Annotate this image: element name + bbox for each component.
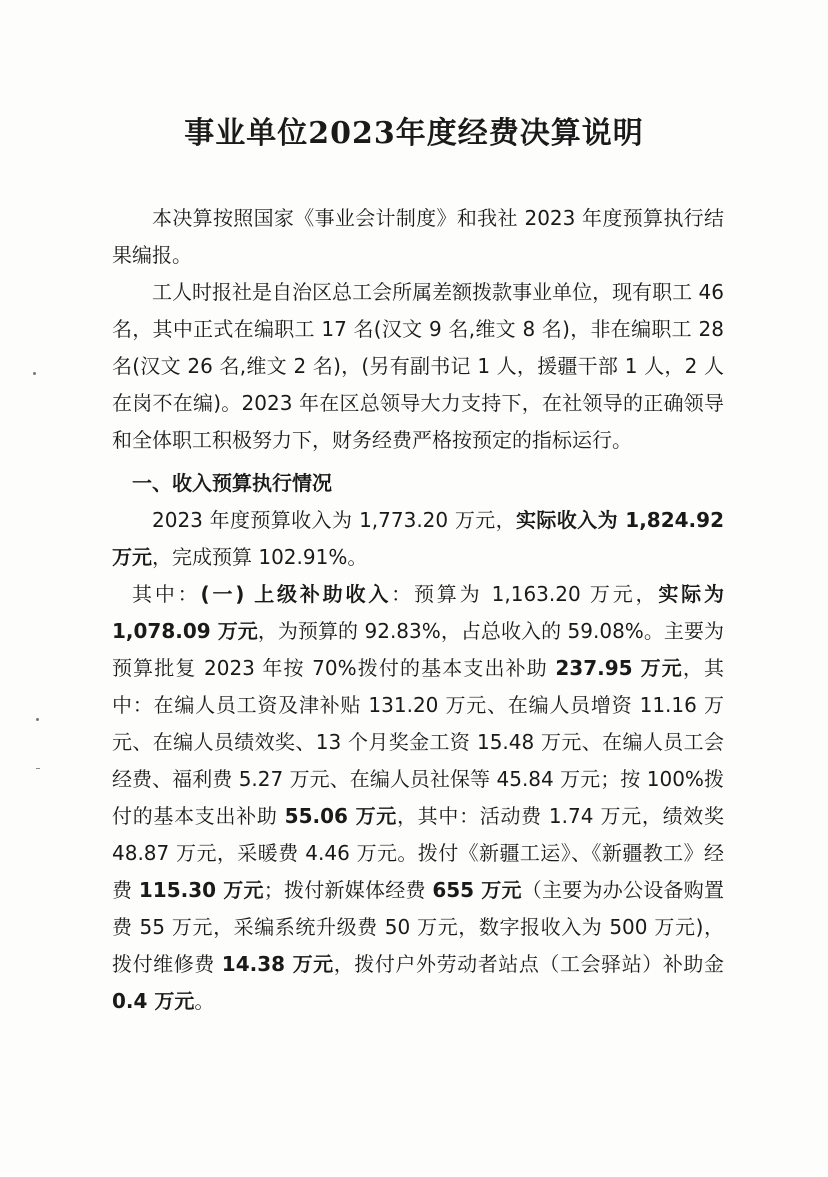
- text-span: 其中：: [132, 582, 201, 606]
- bold-span: 实际收入为 1,824.92 万元: [112, 508, 724, 569]
- text-span: ；拨付新媒体经费: [263, 878, 433, 902]
- section-heading-income: 一、收入预算执行情况: [132, 471, 332, 495]
- paragraph-superior-subsidy: [112, 576, 724, 1020]
- text-span: ，为预算的 92.83%，占总收入的 59.08%。主要为预算批复 2023 年按 70%拨付的基本支出补助: [112, 619, 725, 680]
- bold-span: 实际为 1,078.09 万元: [112, 582, 725, 643]
- bold-span: 655 万元: [432, 878, 522, 902]
- text-span: ，拨付户外劳动者站点（工会驿站）补助金: [333, 952, 724, 976]
- bold-span: (一) 上级补助收入: [200, 582, 392, 606]
- scan-artifact: [36, 718, 39, 721]
- text-span: ，完成预算 102.91%。: [152, 545, 368, 569]
- bold-span: 14.38 万元: [221, 952, 334, 976]
- bold-span: 115.30 万元: [138, 878, 264, 902]
- scan-artifact: [36, 768, 40, 769]
- paragraph-income-summary: [112, 502, 724, 576]
- text-span: （主要为办公设备购置费 55 万元，采编系统升级费 50 万元，数字报收入为 500 万元)，拨付维修费: [112, 878, 725, 976]
- document-body: [112, 200, 724, 1020]
- text-span: 2023 年度预算收入为 1,773.20 万元，: [152, 508, 517, 532]
- scan-artifact: [33, 372, 36, 375]
- text-span: ，其中：活动费 1.74 万元，绩效奖 48.87 万元，采暖费 4.46 万元。拨付《新疆工运》、《新疆教工》经费: [112, 804, 725, 902]
- paragraph-intro: 本决算按照国家《事业会计制度》和我社 2023 年度预算执行结果编报。: [112, 206, 724, 267]
- bold-span: 0.4 万元: [112, 989, 195, 1013]
- text-span: ：预算为 1,163.20 万元，: [391, 582, 659, 606]
- bold-span: 237.95 万元: [555, 656, 683, 680]
- paragraph-organization: 工人时报社是自治区总工会所属差额拨款事业单位，现有职工 46 名，其中正式在编职工 17 名(汉文 9 名,维文 8 名)，非在编职工 28 名(汉文 26 名,维文 2 名)，(另有副书记 1 人，援疆干部 1 人，2 人在岗不在编)。2023 年在区总领导大力支持下，在社领导的正确领导和全体职工积极努力下，财务经费严格按预定的指标运行。: [112, 280, 724, 452]
- bold-span: 55.06 万元: [284, 804, 397, 828]
- text-span: 。: [194, 989, 215, 1013]
- page-title: 事业单位2023年度经费决算说明: [184, 116, 644, 151]
- text-span: ，其中：在编人员工资及津补贴 131.20 万元、在编人员增资 11.16 万元、在编人员绩效奖、13 个月奖金工资 15.48 万元、在编人员工会经费、福利费 5.27 万元、在编人员社保等 45.84 万元；按 100%拨付的基本支出补助: [112, 656, 725, 828]
